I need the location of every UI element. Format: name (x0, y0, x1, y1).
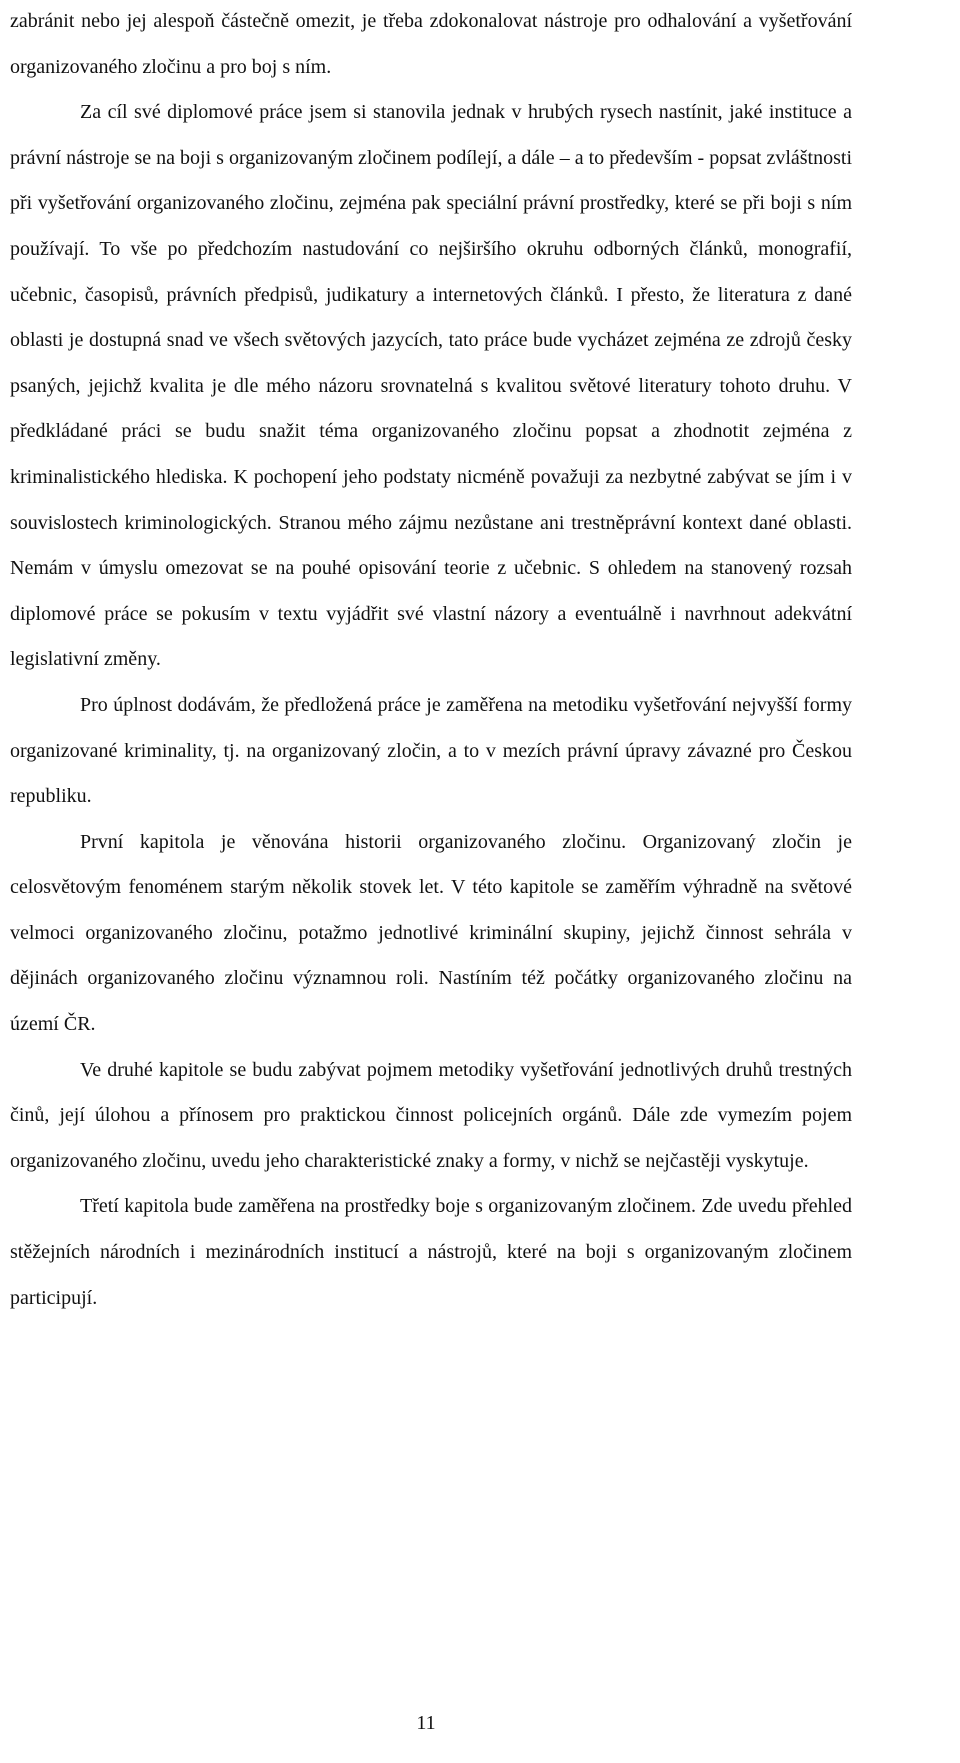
paragraph-thesis-goals: Za cíl své diplomové práce jsem si stanovila jednak v hrubých rysech nastínit, jaké instituce a právní nástroje se na boji s organizovaným zločinem podílejí, a dále – a to především - popsat zvláštnosti při vyšetřování organizovaného zločinu, zejména pak speciální právní prostředky, které se při boji s ním používají. To vše po předchozím nastudování co nejširšího okruhu odborných článků, monografií, učebnic, časopisů, právních předpisů, judikatury a internetových článků. I přesto, že literatura z dané oblasti je dostupná snad ve všech světových jazycích, tato práce bude vycházet zejména ze zdrojů česky psaných, jejichž kvalita je dle mého názoru srovnatelná s kvalitou světové literatury tohoto druhu. V předkládané práci se budu snažit téma organizovaného zločinu popsat a zhodnotit zejména z kriminalistického hlediska. K pochopení jeho podstaty nicméně považuji za nezbytné zabývat se jím i v souvislostech kriminologických. Stranou mého zájmu nezůstane ani trestněprávní kontext dané oblasti. Nemám v úmyslu omezovat se na pouhé opisování teorie z učebnic. S ohledem na stanovený rozsah diplomové práce se pokusím v textu vyjádřit své vlastní názory a eventuálně i navrhnout adekvátní legislativní změny. (10, 101, 852, 671)
paragraph-scope-note: Pro úplnost dodávám, že předložená práce je zaměřena na metodiku vyšetřování nejvyšší formy organizované kriminality, tj. na organizovaný zločin, a to v mezích právní úpravy závazné pro Českou republiku. (10, 693, 852, 808)
paragraph-chapter-two: Ve druhé kapitole se budu zabývat pojmem metodiky vyšetřování jednotlivých druhů trestných činů, její úlohou a přínosem pro praktickou činnost policejních orgánů. Dále zde vymezím pojem organizovaného zločinu, uvedu jeho charakteristické znaky a formy, v nichž se nejčastěji vyskytuje. (10, 1058, 852, 1172)
page-number: 11 (416, 1712, 436, 1734)
paragraph-continuation: zabránit nebo jej alespoň částečně omezit, je třeba zdokonalovat nástroje pro odhalování a vyšetřování organizovaného zločinu a pro boj s ním. (10, 10, 852, 78)
document-page (10, 0, 852, 1763)
paragraph-chapter-three: Třetí kapitola bude zaměřena na prostředky boje s organizovaným zločinem. Zde uvedu přehled stěžejních národních i mezinárodních institucí a nástrojů, které na boji s organizovaným zločinem participují. (10, 1195, 852, 1309)
paragraph-chapter-one: První kapitola je věnována historii organizovaného zločinu. Organizovaný zločin je celosvětovým fenoménem starým několik stovek let. V této kapitole se zaměřím výhradně na světové velmoci organizovaného zločinu, potažmo jednotlivé kriminální skupiny, jejichž činnost sehrála v dějinách organizovaného zločinu významnou roli. Nastíním též počátky organizovaného zločinu na území ČR. (10, 830, 852, 1036)
